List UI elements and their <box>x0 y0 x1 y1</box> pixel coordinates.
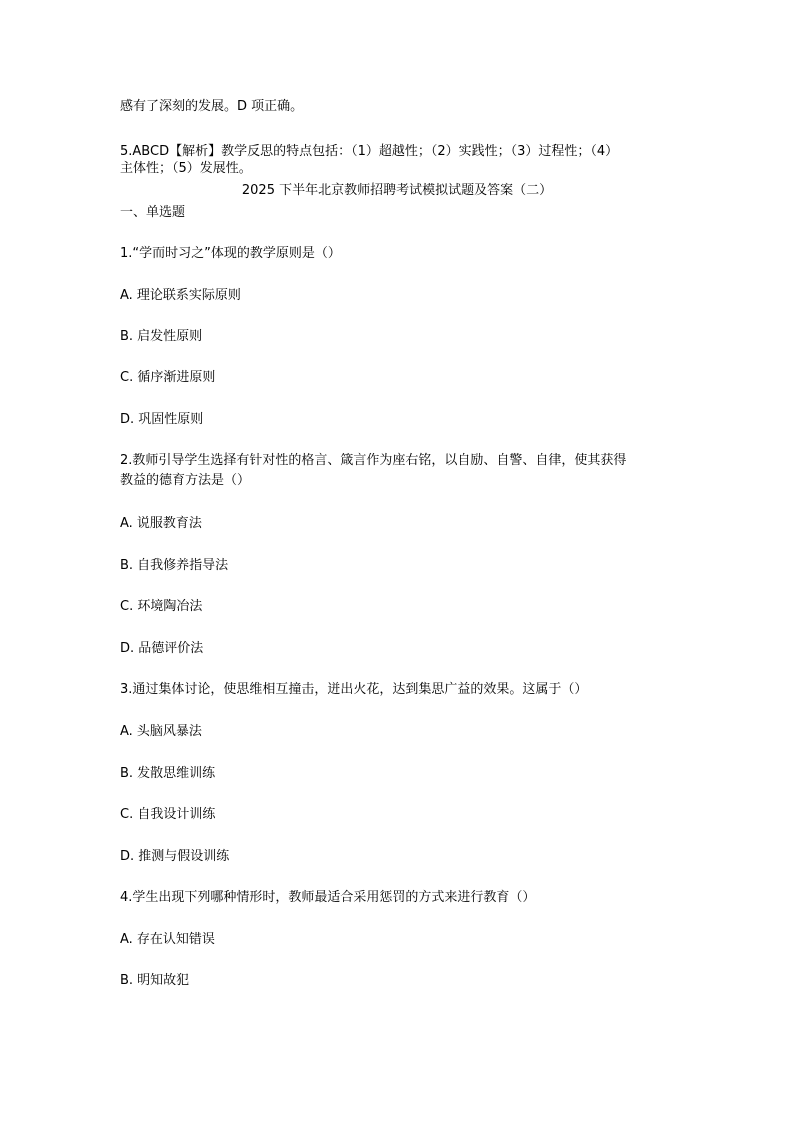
question-2-option-d: D. 品德评价法 <box>120 641 204 656</box>
question-2-option-b: B. 自我修养指导法 <box>120 558 229 573</box>
question-3-option-b: B. 发散思维训练 <box>120 766 216 781</box>
section-heading: 一、单选题 <box>120 205 186 220</box>
question-3-option-d: D. 推测与假设训练 <box>120 849 230 864</box>
question-1-option-b: B. 启发性原则 <box>120 329 203 344</box>
prev-answer-line-3: 主体性；（5）发展性。 <box>120 161 252 176</box>
question-2-option-c: C. 环境陶冶法 <box>120 599 203 614</box>
question-2-stem-line-1: 2.教师引导学生选择有针对性的格言、箴言作为座右铭，以自励、自警、自律，使其获得 <box>120 453 627 468</box>
question-4-stem: 4.学生出现下列哪种情形时，教师最适合采用惩罚的方式来进行教育（） <box>120 890 536 905</box>
prev-answer-line-1: 感有了深刻的发展。D 项正确。 <box>120 99 304 114</box>
question-3-option-c: C. 自我设计训练 <box>120 807 216 822</box>
question-3-stem: 3.通过集体讨论，使思维相互撞击，迸出火花，达到集思广益的效果。这属于（） <box>120 682 588 697</box>
question-1-option-a: A. 理论联系实际原则 <box>120 288 241 303</box>
question-1-option-c: C. 循序渐进原则 <box>120 370 216 385</box>
question-1-stem: 1.“学而时习之”体现的教学原则是（） <box>120 246 341 261</box>
question-2-stem-line-2: 教益的德育方法是（） <box>120 473 251 488</box>
question-4-option-b: B. 明知故犯 <box>120 973 190 988</box>
prev-answer-line-2: 5.ABCD【解析】教学反思的特点包括：（1）超越性；（2）实践性；（3）过程性；（4） <box>120 144 619 159</box>
document-title: 2025 下半年北京教师招聘考试模拟试题及答案（二） <box>241 183 553 198</box>
question-2-option-a: A. 说服教育法 <box>120 516 202 531</box>
question-4-option-a: A. 存在认知错误 <box>120 932 215 947</box>
question-1-option-d: D. 巩固性原则 <box>120 412 204 427</box>
question-3-option-a: A. 头脑风暴法 <box>120 724 202 739</box>
